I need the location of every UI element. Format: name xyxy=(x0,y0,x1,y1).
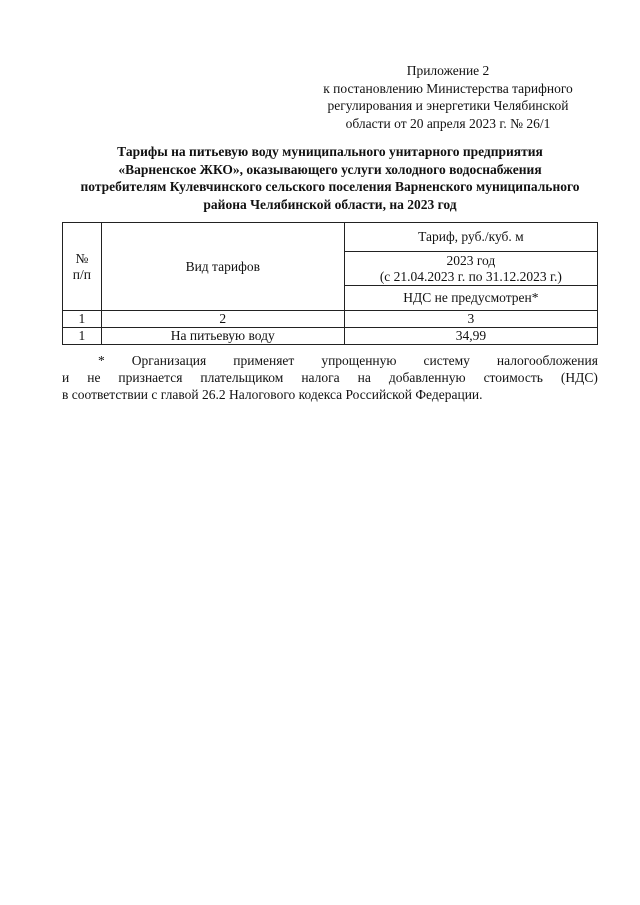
title-line: «Варненское ЖКО», оказывающего услуги холодного водоснабжения xyxy=(118,161,542,177)
footnote-word: налога xyxy=(301,370,340,385)
header-tariff-cell: Тариф, руб./куб. м xyxy=(344,223,597,252)
appendix-line: области от 20 апреля 2023 г. № 26/1 xyxy=(345,115,551,131)
row-value-cell: 34,99 xyxy=(344,328,597,345)
footnote-word: применяет xyxy=(233,353,295,368)
footnote-line xyxy=(62,369,598,386)
footnote-word: систему xyxy=(423,353,470,368)
row-type-cell: На питьевую воду xyxy=(101,328,344,345)
header-period-cell xyxy=(344,252,597,286)
row-number-cell: 1 xyxy=(63,328,102,345)
header-number-cell xyxy=(63,223,102,311)
header-type-cell: Вид тарифов xyxy=(101,223,344,311)
column-number-cell: 2 xyxy=(101,311,344,328)
footnote-word: на xyxy=(357,370,371,385)
footnote-word: не xyxy=(87,370,101,385)
footnote-word: * xyxy=(98,353,105,368)
footnote-line xyxy=(62,352,598,369)
footnote xyxy=(62,352,598,403)
header-period-dates: (с 21.04.2023 г. по 31.12.2023 г.) xyxy=(379,268,562,284)
footnote-word: и xyxy=(62,370,70,385)
document-title xyxy=(40,143,620,213)
header-vat-cell: НДС не предусмотрен* xyxy=(344,286,597,311)
table-row xyxy=(63,328,598,345)
footnote-word: добавленную xyxy=(388,370,466,385)
footnote-word: стоимость xyxy=(483,370,543,385)
footnote-word: признается xyxy=(118,370,183,385)
table-header-row xyxy=(63,223,598,252)
tariff-table xyxy=(62,222,598,345)
column-number-cell: 3 xyxy=(344,311,597,328)
header-number-abbr: п/п xyxy=(72,266,91,282)
title-line: района Челябинской области, на 2023 год xyxy=(203,196,457,212)
footnote-word: плательщиком xyxy=(200,370,284,385)
footnote-word: Организация xyxy=(131,353,207,368)
appendix-header xyxy=(298,62,598,132)
header-number-sign: № xyxy=(75,250,89,266)
header-period-year: 2023 год xyxy=(446,252,496,268)
column-number-row xyxy=(63,311,598,328)
footnote-word: налогообложения xyxy=(496,353,598,368)
footnote-line: в соответствии с главой 26.2 Налогового кодекса Российской Федерации. xyxy=(62,387,483,402)
appendix-line: к постановлению Министерства тарифного xyxy=(323,80,573,96)
footnote-word: упрощенную xyxy=(321,353,397,368)
footnote-word: (НДС) xyxy=(560,370,598,385)
title-line: Тарифы на питьевую воду муниципального унитарного предприятия xyxy=(117,144,543,159)
title-line: потребителям Кулевчинского сельского поселения Варненского муниципального xyxy=(80,179,580,194)
appendix-line: регулирования и энергетики Челябинской xyxy=(327,98,569,113)
column-number-cell: 1 xyxy=(63,311,102,328)
appendix-line: Приложение 2 xyxy=(406,63,490,78)
